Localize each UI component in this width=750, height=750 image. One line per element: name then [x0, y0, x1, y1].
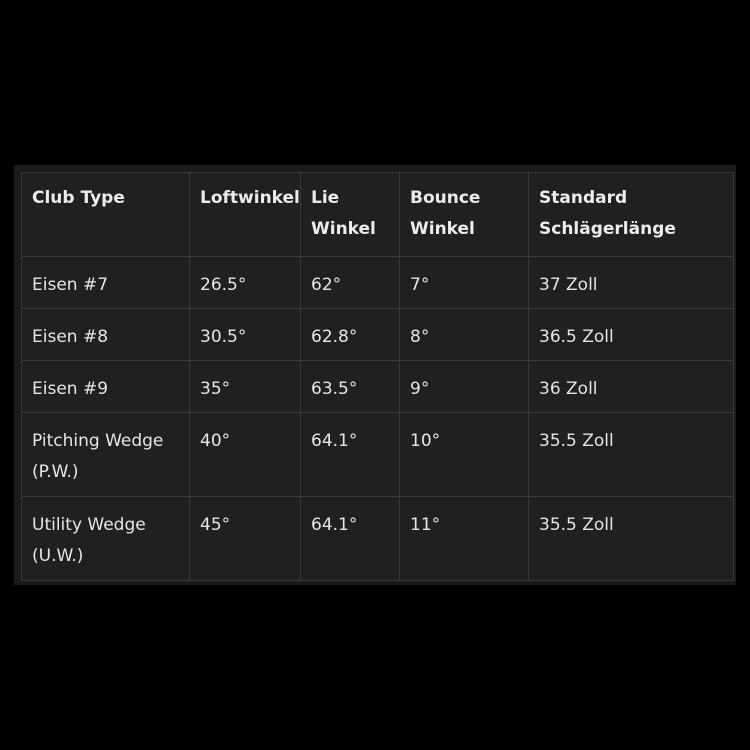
- cell-lie-winkel: 63.5°: [301, 361, 400, 413]
- table-row: [22, 497, 734, 581]
- table-row: [22, 309, 734, 361]
- header-loftwinkel: [190, 173, 301, 257]
- header-bounce-winkel: [400, 173, 529, 257]
- cell-bounce-winkel: 11°: [400, 497, 529, 581]
- table-header-row: [22, 173, 734, 257]
- cell-lie-winkel: 62°: [301, 257, 400, 309]
- cell-club-type: Pitching Wedge (P.W.): [22, 413, 190, 497]
- cell-loftwinkel: 26.5°: [190, 257, 301, 309]
- cell-club-type: Utility Wedge (U.W.): [22, 497, 190, 581]
- cell-bounce-winkel: 7°: [400, 257, 529, 309]
- table-row: [22, 413, 734, 497]
- table-container: [14, 165, 736, 585]
- cell-bounce-winkel: 9°: [400, 361, 529, 413]
- cell-schlaegerlaenge: 37 Zoll: [529, 257, 734, 309]
- header-club-type-label: Club Type: [32, 188, 125, 208]
- header-lie-winkel: [301, 173, 400, 257]
- cell-loftwinkel: 45°: [190, 497, 301, 581]
- cell-club-type: Eisen #9: [22, 361, 190, 413]
- cell-loftwinkel: 40°: [190, 413, 301, 497]
- cell-lie-winkel: 62.8°: [301, 309, 400, 361]
- table-row: [22, 257, 734, 309]
- cell-schlaegerlaenge: 35.5 Zoll: [529, 497, 734, 581]
- cell-club-type: Eisen #7: [22, 257, 190, 309]
- cell-lie-winkel: 64.1°: [301, 497, 400, 581]
- cell-lie-winkel: 64.1°: [301, 413, 400, 497]
- header-lie-winkel-label: Lie Winkel: [311, 188, 376, 239]
- cell-schlaegerlaenge: 36.5 Zoll: [529, 309, 734, 361]
- cell-club-type: Eisen #8: [22, 309, 190, 361]
- header-loftwinkel-label: Loftwinkel: [200, 188, 300, 208]
- cell-schlaegerlaenge: 35.5 Zoll: [529, 413, 734, 497]
- cell-loftwinkel: 35°: [190, 361, 301, 413]
- table-row: [22, 361, 734, 413]
- cell-bounce-winkel: 8°: [400, 309, 529, 361]
- club-spec-table: [21, 172, 734, 581]
- header-schlaegerlaenge: [529, 173, 734, 257]
- cell-schlaegerlaenge: 36 Zoll: [529, 361, 734, 413]
- cell-loftwinkel: 30.5°: [190, 309, 301, 361]
- header-bounce-winkel-label: Bounce Winkel: [410, 188, 481, 239]
- cell-bounce-winkel: 10°: [400, 413, 529, 497]
- header-club-type: [22, 173, 190, 257]
- header-schlaegerlaenge-label: Standard Schlägerlänge: [539, 188, 676, 239]
